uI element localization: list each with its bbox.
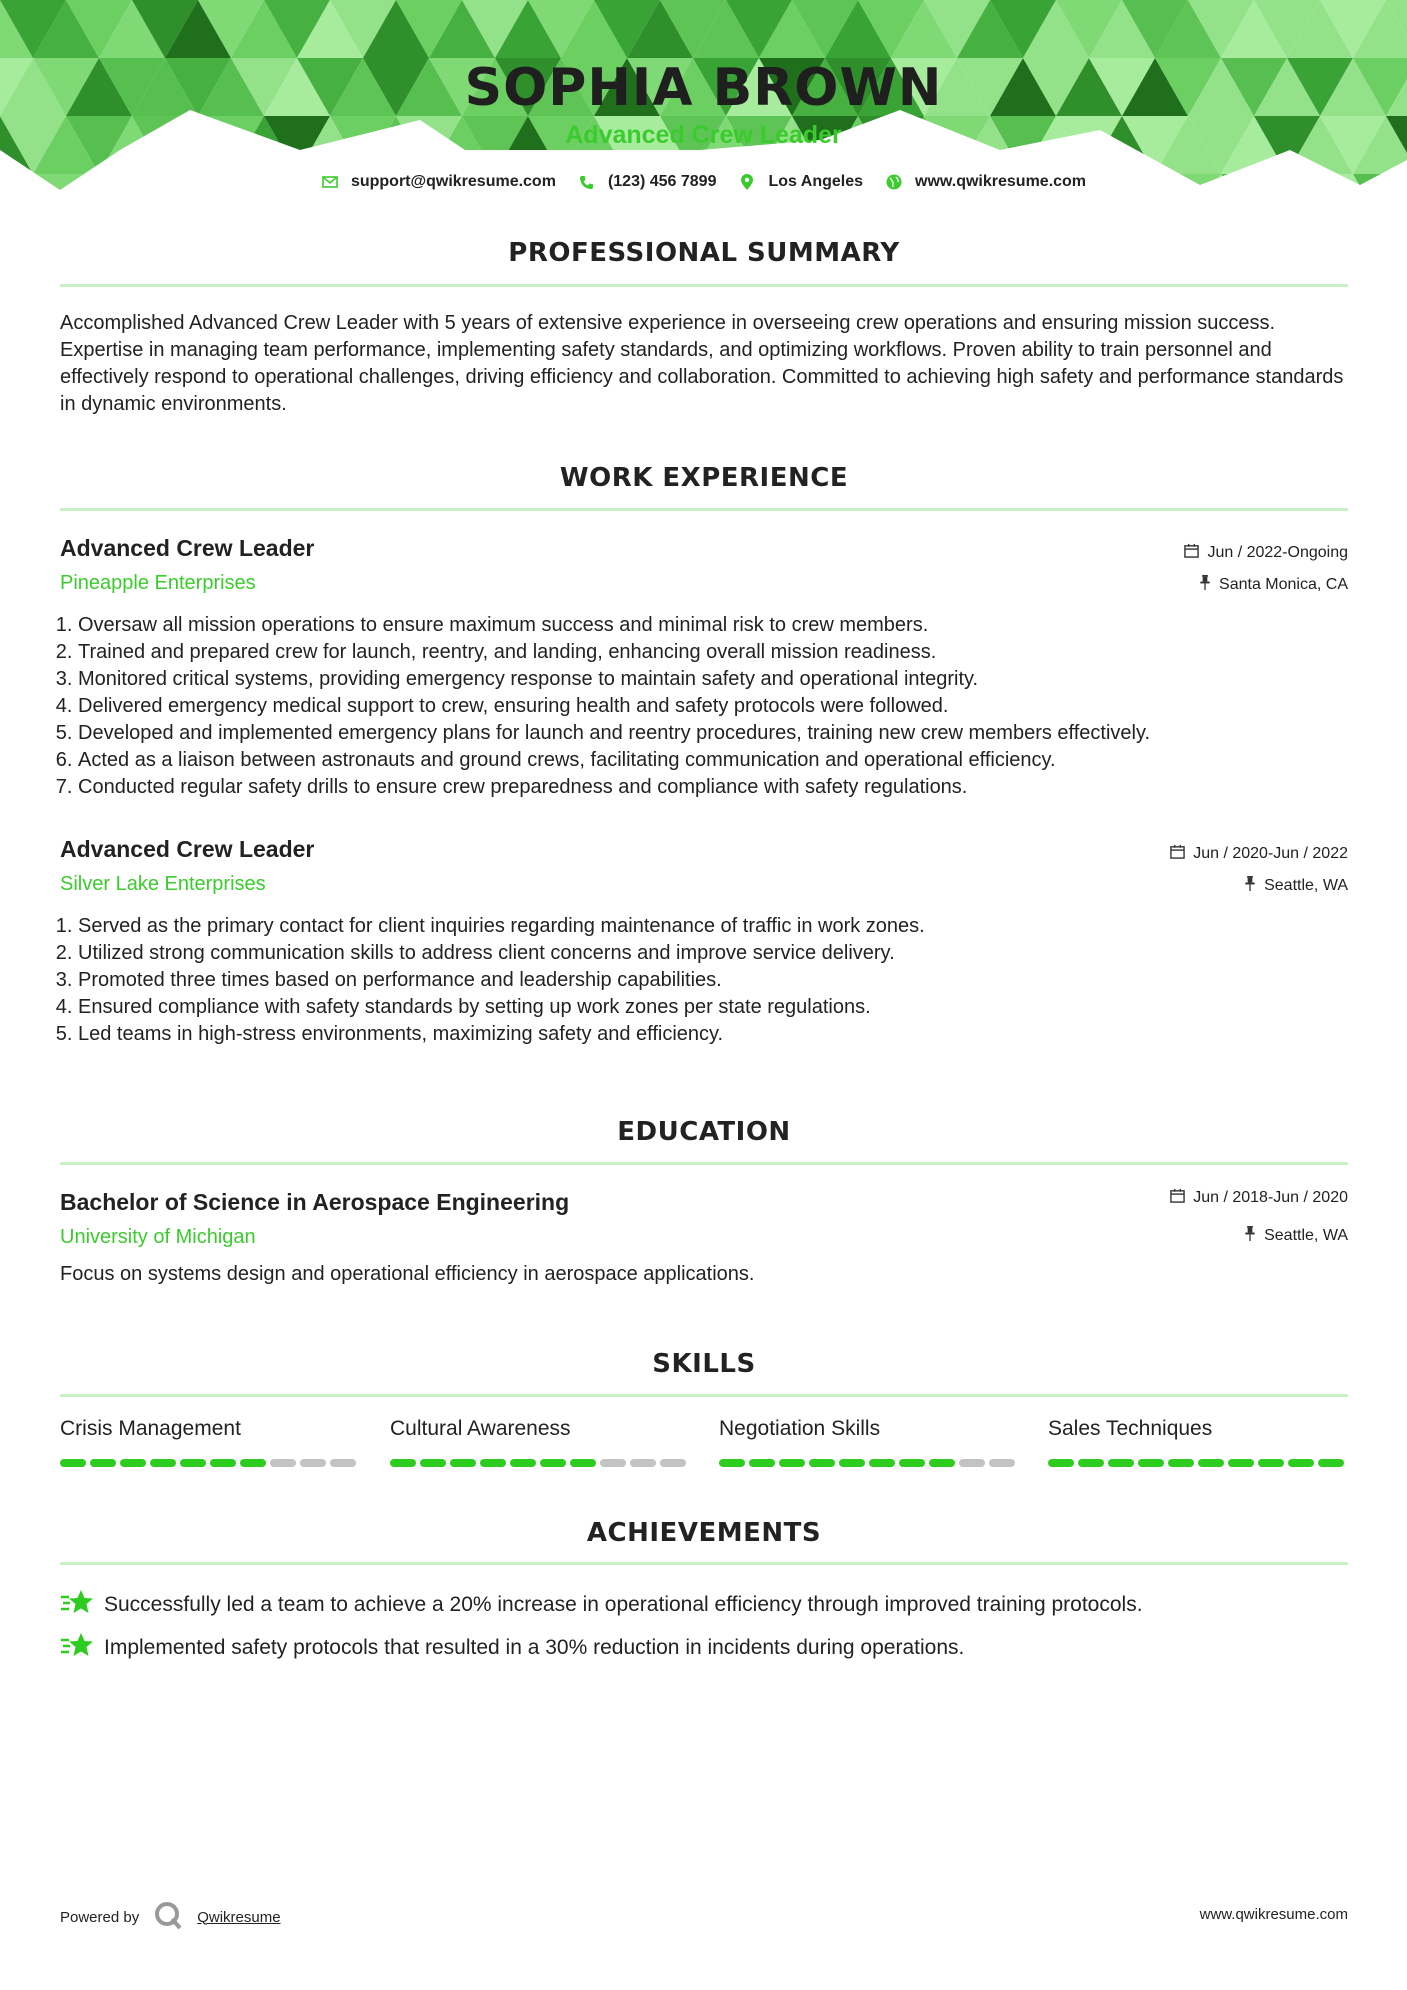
education-divider [60, 1162, 1348, 1165]
skill-name: Cultural Awareness [390, 1417, 571, 1440]
skill-segment-filled [150, 1459, 176, 1467]
skill-item [390, 1417, 690, 1467]
achievement-text: Successfully led a team to achieve a 20% increase in operational efficiency through improved training protocols. [104, 1593, 1143, 1616]
skill-segment-filled [1168, 1459, 1194, 1467]
list-item: 3. Promoted three times based on performance and leadership capabilities. [78, 967, 1378, 994]
email-text: support@qwikresume.com [350, 173, 556, 190]
calendar-icon [1170, 1188, 1185, 1208]
list-item: 3. Monitored critical systems, providing emergency response to maintain safety and operational integrity. [78, 666, 1378, 693]
achievement-text: Implemented safety protocols that resulted in a 30% reduction in incidents during operations. [104, 1636, 965, 1659]
experience-divider [60, 508, 1348, 511]
job-1-location [1199, 575, 1348, 595]
education-degree: Bachelor of Science in Aerospace Engineering [60, 1189, 570, 1215]
qwikresume-link[interactable]: Qwikresume [197, 1908, 281, 1926]
skill-segment-filled [510, 1459, 536, 1467]
list-item: 1. Served as the primary contact for client inquiries regarding maintenance of traffic in work zones. [78, 913, 1378, 940]
achievements-divider [60, 1562, 1348, 1565]
skill-level-bar [1048, 1459, 1348, 1467]
candidate-name: SOPHIA BROWN [464, 58, 943, 118]
summary-text: Accomplished Advanced Crew Leader with 5 years of extensive experience in overseeing crew operations and ensuring mission success. Expertise in managing team performance, implementing safety standards, and optimizing workflows. Proven ability to train personnel and effectively respond to operational challenges, driving efficiency and collaboration. Committed to achieving high safety and performance standards in dynamic environments. [60, 312, 1344, 415]
envelope-icon [321, 173, 339, 191]
skill-segment-filled [1258, 1459, 1284, 1467]
list-item: 5. Developed and implemented emergency plans for launch and reentry procedures, training new crew members effectively. [78, 720, 1378, 747]
skill-segment-empty [600, 1459, 626, 1467]
footer-website[interactable]: www.qwikresume.com [1199, 1906, 1348, 1923]
list-item: 4. Delivered emergency medical support to crew, ensuring health and safety protocols were followed. [78, 693, 1378, 720]
qwikresume-logo-icon [153, 1900, 183, 1934]
job-1-dates [1184, 543, 1348, 563]
skill-segment-filled [869, 1459, 895, 1467]
achievements-heading: ACHIEVEMENTS [586, 1518, 822, 1548]
job-2-location [1244, 876, 1348, 896]
list-item: 5. Led teams in high-stress environments, maximizing safety and efficiency. [78, 1021, 1378, 1048]
skill-level-bar [719, 1459, 1019, 1467]
skills-divider [60, 1394, 1348, 1397]
contact-location [738, 173, 863, 191]
star-icon [60, 1588, 94, 1622]
education-dates [1170, 1188, 1348, 1208]
skill-segment-filled [1288, 1459, 1314, 1467]
skill-segment-filled [60, 1459, 86, 1467]
skill-segment-empty [989, 1459, 1015, 1467]
skill-segment-filled [749, 1459, 775, 1467]
phone-text: (123) 456 7899 [607, 173, 717, 190]
skill-segment-filled [1138, 1459, 1164, 1467]
contact-email[interactable] [321, 173, 556, 191]
skill-segment-empty [300, 1459, 326, 1467]
job-1-bullets [54, 612, 1378, 801]
skill-segment-filled [450, 1459, 476, 1467]
pushpin-icon [1199, 575, 1211, 595]
contact-bar [0, 173, 1407, 191]
job-2-company: Silver Lake Enterprises [60, 873, 266, 895]
experience-heading: WORK EXPERIENCE [559, 463, 849, 493]
contact-phone[interactable] [578, 173, 717, 191]
skill-segment-empty [630, 1459, 656, 1467]
job-2-dates-text: Jun / 2020-Jun / 2022 [1193, 845, 1348, 862]
list-item: 1. Oversaw all mission operations to ensure maximum success and minimal risk to crew members. [78, 612, 1378, 639]
skill-segment-filled [180, 1459, 206, 1467]
summary-divider [60, 284, 1348, 287]
skill-segment-empty [959, 1459, 985, 1467]
skill-segment-filled [809, 1459, 835, 1467]
skill-segment-empty [270, 1459, 296, 1467]
skill-segment-filled [540, 1459, 566, 1467]
calendar-icon [1170, 844, 1185, 864]
list-item: 4. Ensured compliance with safety standards by setting up work zones per state regulations. [78, 994, 1378, 1021]
education-school: University of Michigan [60, 1226, 256, 1248]
skill-segment-filled [1318, 1459, 1344, 1467]
powered-by-label: Powered by [60, 1908, 140, 1926]
list-item: 2. Utilized strong communication skills to address client concerns and improve service delivery. [78, 940, 1378, 967]
skill-segment-filled [779, 1459, 805, 1467]
star-icon [60, 1631, 94, 1665]
education-dates-text: Jun / 2018-Jun / 2020 [1193, 1189, 1348, 1206]
skill-name: Crisis Management [60, 1417, 241, 1440]
job-2-location-text: Seattle, WA [1264, 877, 1348, 894]
skill-segment-empty [330, 1459, 356, 1467]
education-description: Focus on systems design and operational efficiency in aerospace applications. [60, 1263, 755, 1285]
skill-segment-filled [1108, 1459, 1134, 1467]
education-heading: EDUCATION [617, 1117, 791, 1147]
skill-segment-filled [1078, 1459, 1104, 1467]
skill-segment-filled [899, 1459, 925, 1467]
pushpin-icon [1244, 1226, 1256, 1246]
skills-heading: SKILLS [652, 1349, 756, 1379]
job-1-location-text: Santa Monica, CA [1219, 576, 1348, 593]
skill-segment-filled [929, 1459, 955, 1467]
skill-segment-filled [90, 1459, 116, 1467]
education-location [1244, 1226, 1348, 1246]
website-text: www.qwikresume.com [915, 173, 1087, 190]
skill-level-bar [390, 1459, 690, 1467]
summary-heading: PROFESSIONAL SUMMARY [508, 238, 900, 268]
achievement-item [60, 1631, 964, 1665]
job-1-dates-text: Jun / 2022-Ongoing [1207, 544, 1348, 561]
skill-segment-filled [719, 1459, 745, 1467]
list-item: 6. Acted as a liaison between astronauts and ground crews, facilitating communication and operational efficiency. [78, 747, 1378, 774]
job-2-title: Advanced Crew Leader [60, 836, 315, 862]
skill-segment-filled [390, 1459, 416, 1467]
skill-level-bar [60, 1459, 360, 1467]
skill-item [60, 1417, 360, 1467]
list-item: 2. Trained and prepared crew for launch, reentry, and landing, enhancing overall mission readiness. [78, 639, 1378, 666]
skill-segment-empty [660, 1459, 686, 1467]
skill-segment-filled [480, 1459, 506, 1467]
skill-segment-filled [839, 1459, 865, 1467]
job-1-company: Pineapple Enterprises [60, 572, 256, 594]
job-2-bullets [54, 913, 1378, 1048]
globe-icon [885, 173, 903, 191]
skill-segment-filled [420, 1459, 446, 1467]
skill-name: Sales Techniques [1048, 1417, 1213, 1440]
skill-segment-filled [1048, 1459, 1074, 1467]
location-text: Los Angeles [768, 173, 864, 190]
footer-powered-by [60, 1900, 281, 1934]
skill-name: Negotiation Skills [719, 1417, 881, 1440]
skill-segment-filled [120, 1459, 146, 1467]
skill-segment-filled [210, 1459, 236, 1467]
achievement-item [60, 1588, 1143, 1622]
contact-website[interactable] [885, 173, 1086, 191]
skill-segment-filled [1198, 1459, 1224, 1467]
skill-segment-filled [1228, 1459, 1254, 1467]
skill-item [719, 1417, 1019, 1467]
candidate-title: Advanced Crew Leader [565, 121, 842, 149]
phone-icon [578, 173, 596, 191]
list-item: 7. Conducted regular safety drills to ensure crew preparedness and compliance with safety regulations. [78, 774, 1378, 801]
skill-item [1048, 1417, 1348, 1467]
map-pin-icon [738, 173, 756, 191]
skill-segment-filled [570, 1459, 596, 1467]
job-2-dates [1170, 844, 1348, 864]
pushpin-icon [1244, 876, 1256, 896]
skill-segment-filled [240, 1459, 266, 1467]
job-1-title: Advanced Crew Leader [60, 535, 315, 561]
calendar-icon [1184, 543, 1199, 563]
education-location-text: Seattle, WA [1264, 1227, 1348, 1244]
